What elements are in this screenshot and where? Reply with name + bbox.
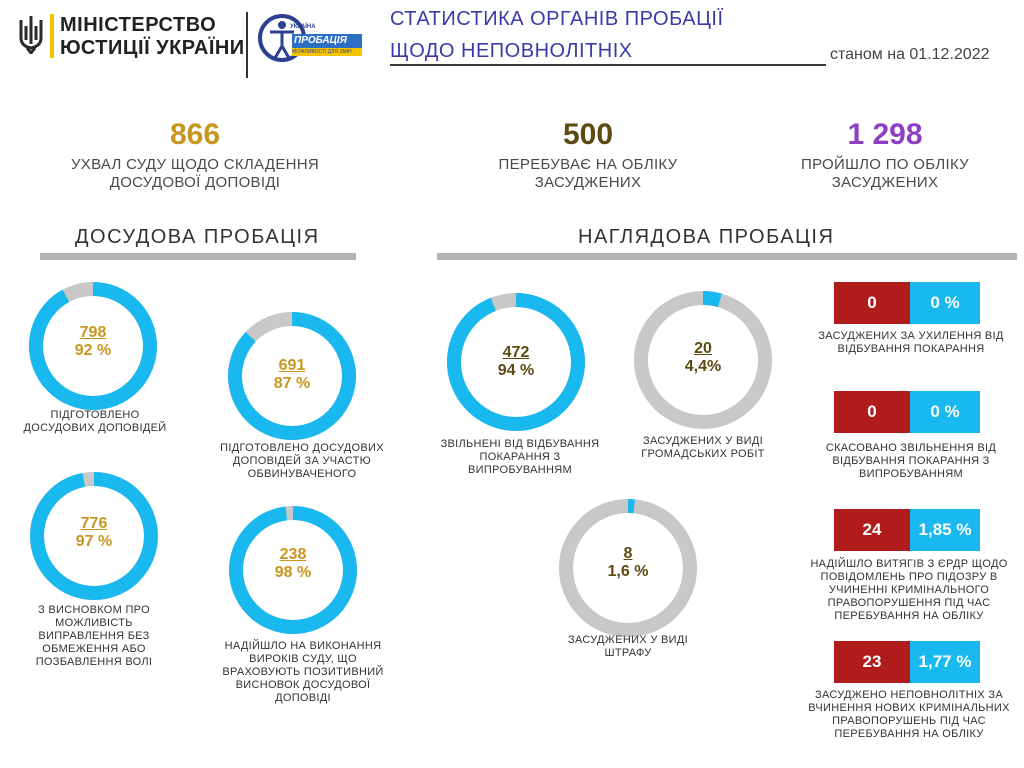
probation-logo-sub: МОЖЛИВОСТІ ДЛЯ ЗМІН bbox=[292, 49, 352, 55]
badge-4 bbox=[834, 641, 980, 683]
badge-caption-4: ЗАСУДЖЕНО НЕПОВНОЛІТНІХ ЗА ВЧИНЕННЯ НОВИХ КРИМІНАЛЬНИХ ПРАВОПОРУШЕНЬ ПІД ЧАС ПЕРЕБУВАННЯ НА ОБЛІКУ bbox=[808, 689, 1010, 740]
donut-caption-2: ПІДГОТОВЛЕНО ДОСУДОВИХ ДОПОВІДЕЙ ЗА УЧАСТЮ ОБВИНУВАЧЕНОГО bbox=[220, 442, 384, 480]
donut-pct-1: 92 % bbox=[74, 342, 112, 359]
section-title-pretrial: ДОСУДОВА ПРОБАЦІЯ bbox=[75, 226, 320, 248]
donut-label-1 bbox=[53, 324, 133, 360]
total-value-3: 1 298 bbox=[847, 118, 923, 151]
donut-caption-4: НАДІЙШЛО НА ВИКОНАННЯ ВИРОКІВ СУДУ, ЩО ВРАХОВУЮТЬ ПОЗИТИВНИЙ ВИСНОВОК ДОСУДОВОЇ ДОПОВІДІ bbox=[222, 640, 384, 704]
total-label-3: ПРОЙШЛО ПО ОБЛІКУ ЗАСУДЖЕНИХ bbox=[800, 156, 969, 191]
badge-3 bbox=[834, 509, 980, 551]
page-title-line1: СТАТИСТИКА ОРГАНІВ ПРОБАЦІЇ bbox=[390, 8, 724, 30]
total-value-1: 866 bbox=[169, 118, 221, 151]
donut-pct-3: 97 % bbox=[75, 533, 113, 550]
badge-pct-4: 1,77 % bbox=[910, 641, 980, 683]
donut-pct-7: 1,6 % bbox=[607, 563, 649, 580]
donut-label-3 bbox=[54, 515, 134, 551]
donut-label-4 bbox=[253, 546, 333, 582]
donut-pct-6: 4,4% bbox=[684, 358, 722, 375]
badge-count-4: 23 bbox=[834, 641, 910, 683]
donut-value-1: 798 bbox=[79, 324, 107, 341]
badge-caption-3: НАДІЙШЛО ВИТЯГІВ З ЄРДР ЩОДО ПОВІДОМЛЕНЬ ПРО ПІДОЗРУ В УЧИНЕННІ КРИМІНАЛЬНОГО ПРАВОПОРУШЕННЯ ПІД ЧАС ПЕРЕБУВАННЯ НА ОБЛІКУ bbox=[810, 558, 1008, 622]
date-label: станом на 01.12.2022 bbox=[830, 46, 990, 63]
badge-count-1: 0 bbox=[834, 282, 910, 324]
donut-value-6: 20 bbox=[694, 340, 712, 357]
ministry-name-line2: ЮСТИЦІЇ УКРАЇНИ bbox=[60, 37, 245, 59]
donut-caption-3: З ВИСНОВКОМ ПРО МОЖЛИВІСТЬ ВИПРАВЛЕННЯ БЕЗ ОБМЕЖЕННЯ АБО ПОЗБАВЛЕННЯ ВОЛІ bbox=[35, 604, 153, 668]
donut-caption-1: ПІДГОТОВЛЕНО ДОСУДОВИХ ДОПОВІДЕЙ bbox=[23, 409, 167, 434]
probation-logo-top: УКРАЇНА bbox=[290, 24, 316, 30]
badge-pct-3: 1,85 % bbox=[910, 509, 980, 551]
donut-pct-4: 98 % bbox=[274, 564, 312, 581]
badge-count-3: 24 bbox=[834, 509, 910, 551]
donut-label-2 bbox=[252, 357, 332, 393]
donut-pct-2: 87 % bbox=[273, 375, 311, 392]
badge-caption-2: СКАСОВАНО ЗВІЛЬНЕННЯ ВІД ВІДБУВАННЯ ПОКАРАННЯ З ВИПРОБУВАННЯМ bbox=[825, 442, 997, 480]
total-value-2: 500 bbox=[562, 118, 614, 151]
donut-label-5 bbox=[476, 344, 556, 380]
section-title-supervision: НАГЛЯДОВА ПРОБАЦІЯ bbox=[578, 226, 835, 248]
donut-value-3: 776 bbox=[80, 515, 108, 532]
badge-pct-1: 0 % bbox=[910, 282, 980, 324]
total-label-2: ПЕРЕБУВАЄ НА ОБЛІКУ ЗАСУДЖЕНИХ bbox=[498, 156, 678, 191]
donut-value-4: 238 bbox=[279, 546, 307, 563]
donut-value-5: 472 bbox=[502, 344, 530, 361]
donut-value-2: 691 bbox=[278, 357, 306, 374]
donut-caption-6: ЗАСУДЖЕНИХ У ВИДІ ГРОМАДСЬКИХ РОБІТ bbox=[641, 435, 765, 460]
donut-label-6 bbox=[663, 340, 743, 376]
badge-1 bbox=[834, 282, 980, 324]
donut-value-7: 8 bbox=[623, 545, 633, 562]
badge-caption-1: ЗАСУДЖЕНИХ ЗА УХИЛЕННЯ ВІД ВІДБУВАННЯ ПОКАРАННЯ bbox=[818, 330, 1004, 355]
badge-pct-2: 0 % bbox=[910, 391, 980, 433]
page-title-line2: ЩОДО НЕПОВНОЛІТНІХ bbox=[390, 40, 633, 62]
badge-count-2: 0 bbox=[834, 391, 910, 433]
total-label-1: УХВАЛ СУДУ ЩОДО СКЛАДЕННЯ ДОСУДОВОЇ ДОПОВІДІ bbox=[70, 156, 320, 191]
donut-caption-5: ЗВІЛЬНЕНІ ВІД ВІДБУВАННЯ ПОКАРАННЯ З ВИПРОБУВАННЯМ bbox=[440, 438, 600, 476]
probation-logo-main: ПРОБАЦІЯ bbox=[294, 35, 347, 46]
donut-label-7 bbox=[588, 545, 668, 581]
donut-caption-7: ЗАСУДЖЕНИХ У ВИДІ ШТРАФУ bbox=[568, 634, 688, 659]
ministry-name-line1: МІНІСТЕРСТВО bbox=[60, 14, 217, 36]
badge-2 bbox=[834, 391, 980, 433]
donut-pct-5: 94 % bbox=[497, 362, 535, 379]
